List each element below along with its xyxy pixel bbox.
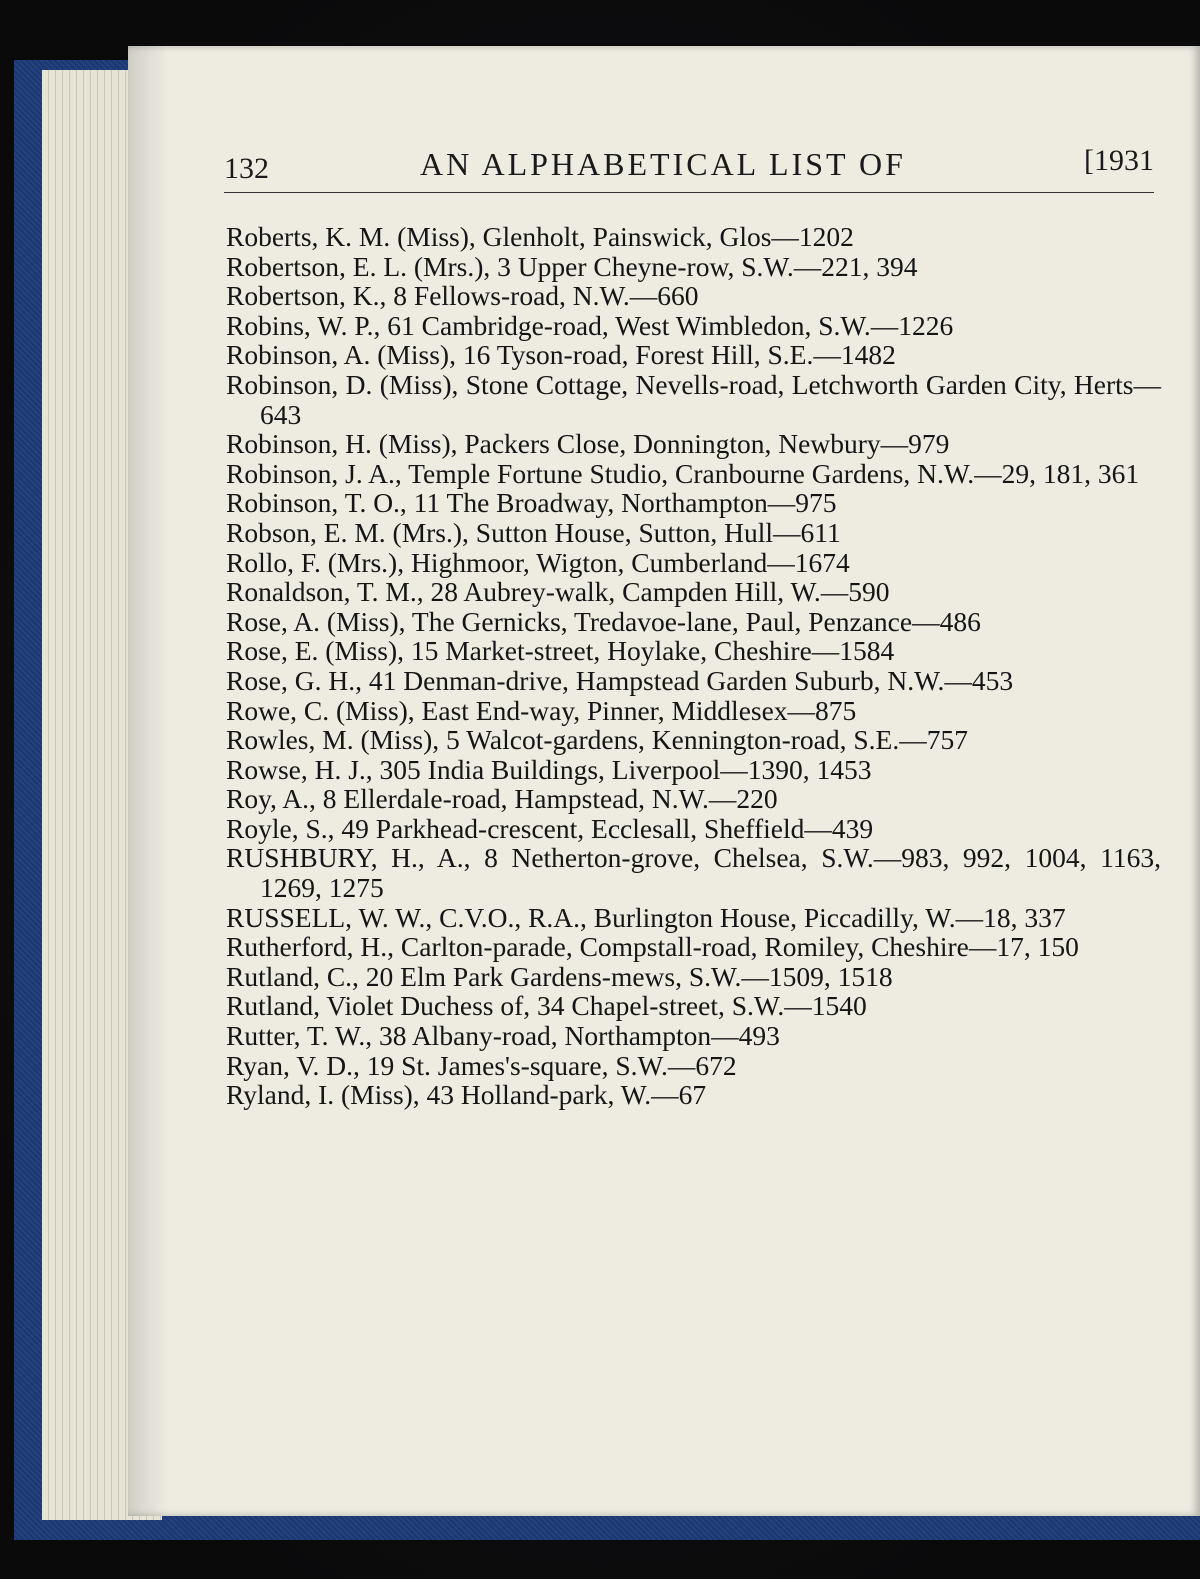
- list-entry: Rowse, H. J., 305 India Buildings, Liverpool—1390, 1453: [226, 753, 872, 785]
- list-entry: Rollo, F. (Mrs.), Highmoor, Wigton, Cumberland—1674: [226, 546, 850, 578]
- header-rule: [224, 192, 1154, 193]
- list-entry: RUSHBURY, H., A., 8 Netherton-grove, Chelsea, S.W.—983, 992, 1004, 1163, 1269, 1275: [226, 842, 1161, 904]
- list-entry: Royle, S., 49 Parkhead-crescent, Ecclesall, Sheffield—439: [226, 812, 874, 844]
- list-entry: Robinson, A. (Miss), 16 Tyson-road, Forest Hill, S.E.—1482: [226, 339, 896, 371]
- list-entry: Robins, W. P., 61 Cambridge-road, West Wimbledon, S.W.—1226: [226, 309, 954, 341]
- list-entry: Rowe, C. (Miss), East End-way, Pinner, Middlesex—875: [226, 694, 857, 726]
- list-entry: Robinson, D. (Miss), Stone Cottage, Nevells-road, Letchworth Garden City, Herts—643: [226, 368, 1161, 430]
- list-entry: Rose, E. (Miss), 15 Market-street, Hoylake, Cheshire—1584: [226, 635, 895, 667]
- list-entry: Ryan, V. D., 19 St. James's-square, S.W.—672: [226, 1049, 737, 1081]
- list-entry: Rose, G. H., 41 Denman-drive, Hampstead Garden Suburb, N.W.—453: [226, 664, 1014, 696]
- year-label: [1931: [1084, 144, 1154, 177]
- running-title: AN ALPHABETICAL LIST OF: [420, 146, 906, 182]
- list-entry: Robertson, K., 8 Fellows-road, N.W.—660: [226, 280, 699, 312]
- list-entry: Rutland, Violet Duchess of, 34 Chapel-street, S.W.—1540: [226, 990, 867, 1022]
- list-entry: Robson, E. M. (Mrs.), Sutton House, Sutton, Hull—611: [226, 516, 841, 548]
- list-entry: Rowles, M. (Miss), 5 Walcot-gardens, Kennington-road, S.E.—757: [226, 724, 968, 756]
- list-entry: Roy, A., 8 Ellerdale-road, Hampstead, N.W.—220: [226, 783, 778, 815]
- list-entry: Robinson, H. (Miss), Packers Close, Donnington, Newbury—979: [226, 428, 950, 460]
- list-entry: Roberts, K. M. (Miss), Glenholt, Painswick, Glos—1202: [226, 221, 854, 252]
- list-entry: Ronaldson, T. M., 28 Aubrey-walk, Campden Hill, W.—590: [226, 576, 890, 608]
- list-entry: Rutherford, H., Carlton-parade, Compstall-road, Romiley, Cheshire—17, 150: [226, 931, 1079, 963]
- page-number: 132: [224, 152, 269, 185]
- list-entry: Rutland, C., 20 Elm Park Gardens-mews, S.W.—1509, 1518: [226, 960, 893, 992]
- list-entry: Robinson, T. O., 11 The Broadway, Northampton—975: [226, 487, 837, 519]
- list-entry: Robertson, E. L. (Mrs.), 3 Upper Cheyne-row, S.W.—221, 394: [226, 250, 918, 282]
- entry-list: [226, 222, 1161, 1110]
- list-entry: Robinson, J. A., Temple Fortune Studio, Cranbourne Gardens, N.W.—29, 181, 361: [226, 457, 1140, 489]
- running-header: [224, 138, 1154, 194]
- gutter-shadow: [128, 46, 168, 1516]
- list-entry: Rose, A. (Miss), The Gernicks, Tredavoe-lane, Paul, Penzance—486: [226, 605, 981, 637]
- book-page: [128, 46, 1200, 1516]
- list-entry: RUSSELL, W. W., C.V.O., R.A., Burlington House, Piccadilly, W.—18, 337: [226, 901, 1066, 933]
- list-entry: Ryland, I. (Miss), 43 Holland-park, W.—67: [226, 1079, 707, 1111]
- list-entry: Rutter, T. W., 38 Albany-road, Northampton—493: [226, 1020, 780, 1052]
